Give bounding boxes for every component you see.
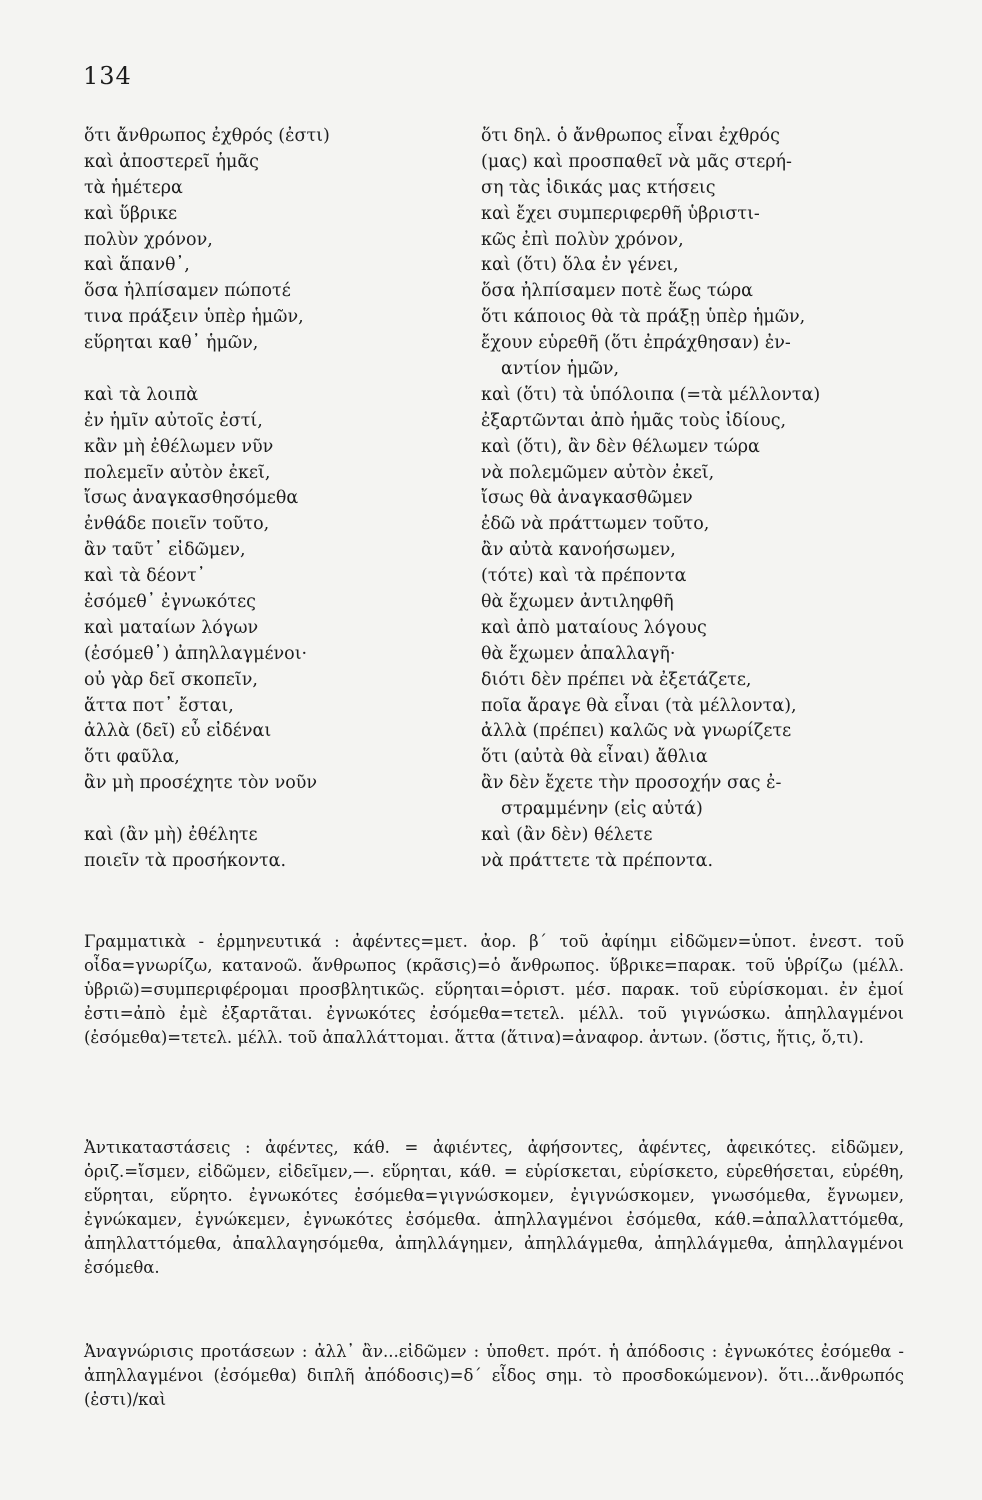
translation-column — [481, 124, 901, 875]
page-number: 134 — [83, 62, 132, 90]
text-line: ποῖα ἄραγε θὰ εἶναι (τὰ μέλλοντα), — [481, 695, 797, 716]
text-line: καὶ ἅπανθ᾽, — [84, 255, 190, 276]
text-line: ποιεῖν τὰ προσήκοντα. — [84, 850, 287, 871]
text-line: ὅτι ἄνθρωπος ἐχθρός (ἐστι) — [84, 126, 330, 146]
ancient-text-column — [84, 124, 454, 875]
text-line: καὶ ἔχει συμπεριφερθῆ ὑβριστι- — [481, 203, 760, 224]
text-line: καὶ (ὅτι) ὅλα ἐν γένει, — [481, 255, 679, 276]
text-line: καὶ ἀποστερεῖ ἡμᾶς — [84, 151, 259, 172]
text-line: κῶς ἐπὶ πολὺν χρόνον, — [481, 229, 684, 250]
text-line: (μας) καὶ προσπαθεῖ νὰ μᾶς στερή- — [481, 151, 792, 172]
text-line: στραμμένην (εἰς αὐτά) — [501, 799, 703, 820]
text-line: ἐξαρτῶνται ἀπὸ ἡμᾶς τοὺς ἰδίους, — [481, 410, 787, 431]
recognition-note-text: Ἀναγνώρισις προτάσεων : ἀλλ᾽ ἂν...εἰδῶμεν : ὑποθετ. πρότ. ἡ ἀπόδοσις : ἐγνωκότες ἐσόμεθα - ἀπηλλαγμένοι (ἐσόμεθα) διπλῆ ἀπόδοσις)=δ΄ εἶδος σημ. τὸ προσδοκώμενον). ὅτι...ἄνθρωπός (ἐστι)/καὶ — [84, 1342, 904, 1409]
text-line: ὅτι δηλ. ὁ ἄνθρωπος εἶναι ἐχθρός — [481, 126, 780, 146]
text-line: αντίον ἡμῶν, — [501, 359, 620, 380]
text-line: ἂν ταῦτ᾽ εἰδῶμεν, — [84, 540, 246, 561]
text-line: ὅτι (αὐτὰ θὰ εἶναι) ἄθλια — [481, 747, 708, 768]
text-line: ἀλλὰ (πρέπει) καλῶς νὰ γνωρίζετε — [481, 721, 792, 742]
text-line: ἀλλὰ (δεῖ) εὖ εἰδέναι — [84, 721, 272, 742]
text-line: καὶ (ὅτι), ἂν δὲν θέλωμεν τώρα — [481, 436, 760, 457]
substitutions-note — [84, 1136, 904, 1280]
text-line: ἐνθάδε ποιεῖν τοῦτο, — [84, 514, 270, 535]
text-line: ὅσα ἠλπίσαμεν πώποτέ — [84, 281, 291, 302]
substitutions-note-text: Ἀντικαταστάσεις : ἀφέντες, κάθ. = ἀφιέντες, ἀφήσοντες, ἀφέντες, ἀφεικότες. εἰδῶμεν, ὁριζ.=ἴσμεν, εἰδῶμεν, εἰδεῖμεν,—. εὕρηται, κάθ. = εὑρίσκεται, εὑρίσκετο, εὑρεθήσεται, εὑρέθη, εὕρηται, εὕρητο. ἐγνωκότες ἐσόμεθα=γιγνώσκομεν, ἐγιγνώσκομεν, γνωσόμεθα, ἔγνωμεν, ἐγνώκαμεν, ἐγνώκεμεν, ἐγνωκότες ἐσόμεθα. ἀπηλλαγμένοι ἐσόμεθα, κάθ.=ἀπαλλαττόμεθα, ἀπηλλαττόμεθα, ἀπαλλαγησόμεθα, ἀπηλλάγημεν, ἀπηλλάγμεθα, ἀπηλλάγμεθα, ἀπηλλαγμένοι ἐσόμεθα. — [84, 1138, 904, 1277]
text-line: καὶ (ἂν δὲν) θέλετε — [481, 825, 653, 846]
text-line: καὶ ἀπὸ ματαίους λόγους — [481, 617, 707, 638]
blank-line — [84, 357, 454, 383]
text-line: καὶ (ὅτι) τὰ ὑπόλοιπα (=τὰ μέλλοντα) — [481, 384, 821, 405]
recognition-note — [84, 1340, 904, 1412]
text-line: ἐν ἡμῖν αὐτοῖς ἐστί, — [84, 410, 263, 431]
text-line: (ἐσόμεθ᾽) ἀπηλλαγμένοι· — [84, 643, 308, 664]
text-line: τινα πράξειν ὑπὲρ ἡμῶν, — [84, 307, 304, 328]
text-line: οὐ γὰρ δεῖ σκοπεῖν, — [84, 669, 258, 690]
text-line: ὅτι κάποιος θὰ τὰ πράξῃ ὑπὲρ ἡμῶν, — [481, 307, 806, 328]
text-line: ἐδῶ νὰ πράττωμεν τοῦτο, — [481, 514, 710, 535]
text-line: διότι δὲν πρέπει νὰ ἐξετάζετε, — [481, 669, 752, 690]
text-line: καὶ τὰ λοιπὰ — [84, 384, 199, 405]
text-line: κἂν μὴ ἐθέλωμεν νῦν — [84, 436, 274, 457]
text-line: ὅσα ἠλπίσαμεν ποτὲ ἕως τώρα — [481, 281, 753, 302]
text-line: ἂν αὐτὰ κανοήσωμεν, — [481, 540, 676, 561]
text-line: ἔχουν εὑρεθῆ (ὅτι ἐπράχθησαν) ἐν- — [481, 333, 791, 354]
text-line: καὶ ματαίων λόγων — [84, 617, 259, 638]
text-line: θὰ ἔχωμεν ἀντιληφθῆ — [481, 592, 674, 613]
blank-line — [84, 797, 454, 823]
grammar-note-text: Γραμματικὰ - ἑρμηνευτικά : ἀφέντες=μετ. ἀορ. β΄ τοῦ ἀφίημι εἰδῶμεν=ὑποτ. ἐνεστ. τοῦ οἶδα=γνωρίζω, κατανοῶ. ἅνθρωπος (κρᾶσις)=ὁ ἄνθρωπος. ὕβρικε=παρακ. τοῦ ὑβρίζω (μέλλ. ὑβριῶ)=συμπεριφέρομαι προσβλητικῶς. εὕρηται=ὁριστ. μέσ. παρακ. τοῦ εὑρίσκομαι. ἐν ἐμοί ἐστι=ἀπὸ ἐμὲ ἐξαρτᾶται. ἐγνωκότες ἐσόμεθα=τετελ. μέλλ. τοῦ γιγνώσκω. ἀπηλλαγμένοι (ἐσόμεθα)=τετελ. μέλλ. τοῦ ἀπαλλάττομαι. ἅττα (ἅτινα)=ἀναφορ. ἀντων. (ὅστις, ἥτις, ὅ,τι). — [84, 932, 904, 1047]
text-line: πολὺν χρόνον, — [84, 229, 213, 250]
text-line: ἂν μὴ προσέχητε τὸν νοῦν — [84, 773, 318, 794]
grammar-note — [84, 930, 904, 1050]
text-line: ἐσόμεθ᾽ ἐγνωκότες — [84, 592, 256, 613]
text-line: (τότε) καὶ τὰ πρέποντα — [481, 566, 687, 587]
text-line: ὅτι φαῦλα, — [84, 747, 180, 768]
text-line: καὶ ὕβρικε — [84, 203, 178, 224]
text-line: ση τὰς ἰδικάς μας κτήσεις — [481, 177, 716, 198]
text-line: νὰ πολεμῶμεν αὐτὸν ἐκεῖ, — [481, 462, 715, 483]
text-line: ἴσως ἀναγκασθησόμεθα — [84, 488, 299, 509]
text-line: θὰ ἔχωμεν ἀπαλλαγῆ· — [481, 643, 676, 664]
text-line: καὶ (ἂν μὴ) ἐθέλητε — [84, 825, 258, 846]
text-line: ἅττα ποτ᾽ ἔσται, — [84, 695, 234, 716]
text-line: εὕρηται καθ᾽ ἡμῶν, — [84, 333, 259, 354]
text-line: ἴσως θὰ ἀναγκασθῶμεν — [481, 488, 693, 509]
text-line: καὶ τὰ δέοντ᾽ — [84, 566, 206, 587]
text-line: ἂν δὲν ἔχετε τὴν προσοχήν σας ἐ- — [481, 773, 782, 794]
text-line: πολεμεῖν αὐτὸν ἐκεῖ, — [84, 462, 271, 483]
text-line: τὰ ἡμέτερα — [84, 177, 183, 198]
text-line: νὰ πράττετε τὰ πρέποντα. — [481, 850, 714, 871]
